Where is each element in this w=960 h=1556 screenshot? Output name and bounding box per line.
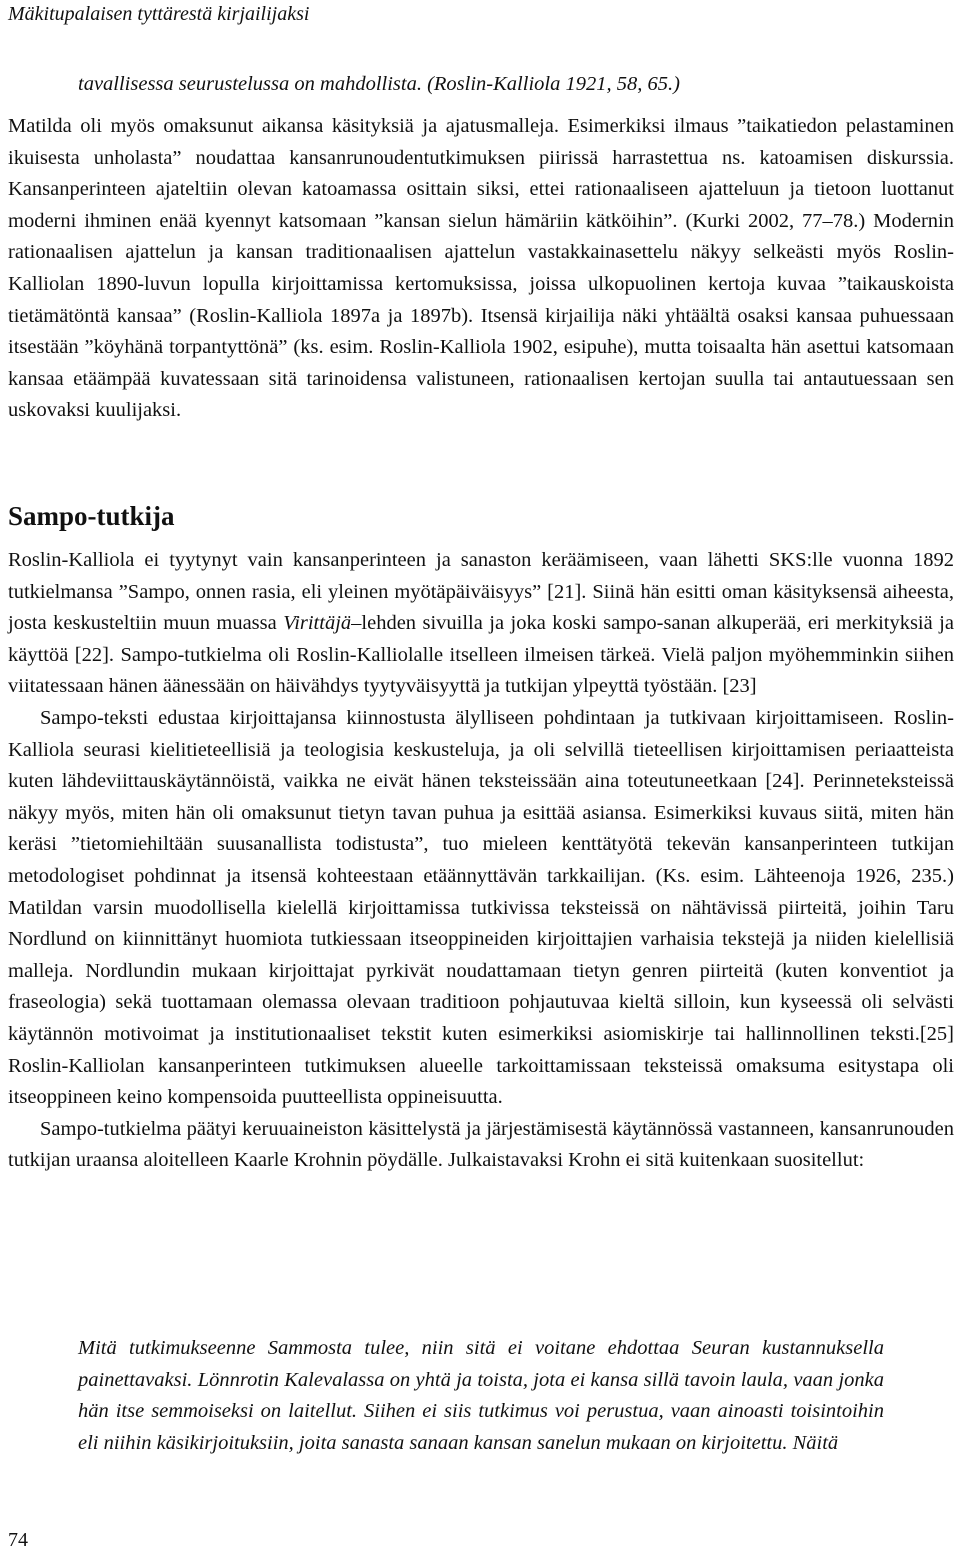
paragraph-text: Roslin-Kalliola ei tyytynyt vain kansanperinteen ja sanaston keräämiseen, vaan lähetti SKS:lle vuonna 1892 tutkielmansa ”Sampo, onnen rasia, eli yleinen myötäpäiväisyys” [21]. Siinä hän esitti oman käsityksensä aiheesta, josta keskusteltiin muun muassa (8, 549, 954, 635)
journal-title: Virittäjä (283, 612, 352, 635)
paragraph: Sampo-teksti edustaa kirjoittajansa kiinnostusta älylliseen pohdintaan ja tutkivaan kirjoittamiseen. Roslin-Kalliola seurasi kielitieteellisiä ja teologisia keskusteluja, ja oli selvillä tieteellisen kirjoittamisen periaatteista kuten lähdeviittauskäytännöistä, vaikka ne eivät hänen teksteissään aina toteutuneetkaan [24]. Perinneteksteissä näkyy myös, miten hän oli omaksunut tietyn tavan puhua ja esittää asiansa. Esimerkiksi kuvaus siitä, miten hän keräsi ”tietomiehiltään suusanallista todistusta”, tuo mieleen kenttätyötä tekevän kansanperinteen tutkijan metodologiset pohdinnat ja itsensä kohteestaan etäännyttävän tarkkailijan. (Ks. esim. Lähteenoja 1926, 235.) Matildan varsin muodollisella kielellä kirjoittamissa tutkivissa teksteissä on nähtävissä piirteitä, joihin Taru Nordlund on kiinnittänyt huomiota tutkiessaan itseoppineiden kirjoittajien varhaisia tekstejä ja niiden kielellisiä malleja. Nordlundin mukaan kirjoittajat pyrkivät noudattamaan tietyn genren piirteitä (kuten konventiot ja fraseologia) sekä tuottamaan olemassa olevaan traditioon pohjautuvaa kieltä silloin, kun kyseessä oli selvästi käytännön motivoimat ja institutionaaliset tekstit kuten esimerkiksi asiomiskirje tai hallinnollinen teksti.[25] Roslin-Kalliolan kansanperinteen tutkimuksen alueelle tarkoittamissaan teksteissä omaksuma esitystapa oli itseoppineen keino kompensoida puutteellista oppineisuutta. (8, 706, 954, 1109)
body-text-upper (8, 111, 954, 427)
page-number: 74 (8, 1529, 28, 1551)
body-text-lower (8, 545, 954, 1177)
block-quote-bottom: Mitä tutkimukseenne Sammosta tulee, niin sitä ei voitane ehdottaa Seuran kustannuksella painettavaksi. Lönnrotin Kalevalassa on yhtä ja toista, jota ei kansa sillä tavoin laula, vaan jonka hän itse semmoiseksi on laitellut. Siihen ei siis tutkimus voi perustua, vaan ainoasti toisintoihin eli niihin käsikirjoituksiin, joita sanasta sanaan kansan sanelun mukaan on kirjoitettu. Näitä (78, 1337, 884, 1454)
paragraph (8, 545, 954, 703)
paragraph: Matilda oli myös omaksunut aikansa käsityksiä ja ajatusmalleja. Esimerkiksi ilmaus ”taikatiedon pelastaminen ikuisesta unholasta” noudattaa kansanrunoudentutkimuksen piirissä harrastettua ns. katoamisen diskurssia. Kansanperinteen ajateltiin olevan katoamassa osittain siksi, ettei rationaaliseen ajatteluun ja tietoon luottanut moderni ihminen enää kyennyt katsomaan ”kansan sielun hämäriin kätköihin”. (Kurki 2002, 77–78.) Modernin rationaalisen ajattelun ja kansan traditionaalisen ajattelun vastakkainasettelu näkyy selkeästi myös Roslin-Kalliolan 1890-luvun lopulla kirjoittamissa kertomuksissa, joissa ulkopuolinen kertoja kuvaa ”taikauskoista tietämätöntä kansaa” (Roslin-Kalliola 1897a ja 1897b). Itsensä kirjailija näki yhtäältä osaksi kansaa puhuessaan itsestään ”köyhänä torpantyttönä” (ks. esim. Roslin-Kalliola 1902, esipuhe), mutta toisaalta hän asettui katsomaan kansaa etäämpää kuvatessaan sitä tarinoidensa valistuneen, rationaalisen kertojan suulla tai antautuessaan sen uskovaksi kuulijaksi. (8, 115, 954, 422)
paragraph-text: –lehden sivuilla ja joka koski sampo-sanan alkuperää, eri merkityksiä ja käyttöä [22]. Sampo-tutkielma oli Roslin-Kalliolalle itselleen ilmeisen tärkeä. Vielä paljon myöhemminkin siihen viitatessaan hänen äänessään on häivähdys tyytyväisyyttä ja tutkijan ylpeyttä työstään. [23] (8, 612, 954, 698)
section-heading: Sampo-tutkija (8, 501, 175, 531)
running-head: Mäkitupalaisen tyttärestä kirjailijaksi (8, 3, 310, 25)
paragraph: Sampo-tutkielma päätyi keruuaineiston käsittelystä ja järjestämisestä käytännössä vastanneen, kansanrunouden tutkijan uraansa aloitelleen Kaarle Krohnin pöydälle. Julkaistavaksi Krohn ei sitä kuitenkaan suositellut: (8, 1117, 954, 1172)
block-quote-top: tavallisessa seurustelussa on mahdollista. (Roslin-Kalliola 1921, 58, 65.) (78, 73, 680, 95)
